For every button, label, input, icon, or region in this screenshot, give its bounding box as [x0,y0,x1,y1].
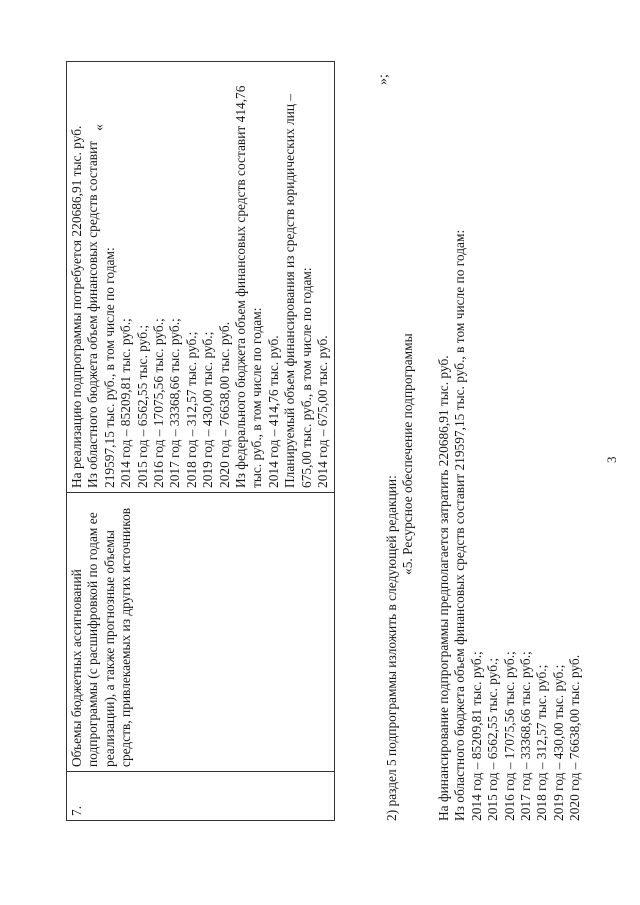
program-table [66,61,335,821]
row-content [67,62,335,493]
content-line: 2014 год – 414,76 тыс. руб. [265,335,281,488]
body-line: На финансирование подпрограммы предполагается затратить 220686,91 тыс. руб. [436,355,451,821]
content-line: тыс. руб., в том числе по годам: [249,307,265,488]
section-body [436,230,584,821]
body-line: Из областного бюджета объем финансовых средств составит 219597,15 тыс. руб., в том числе по годам: [452,229,468,821]
content-line: На реализацию подпрограммы потребуется 220686,91 тыс. руб. [69,125,84,488]
content-line: 2018 год – 312,57 тыс. руб.; [183,331,199,488]
body-line: 2020 год – 76638,00 тыс. руб. [567,654,583,821]
label-line: подпрограммы (с расшифровкой по годам ее [85,512,101,767]
section-intro: 2) раздел 5 подпрограммы изложить в следующей редакции: [384,475,399,821]
opening-quote: « [92,124,107,131]
body-line: 2018 год – 312,57 тыс. руб.; [534,664,550,821]
body-line: 2014 год – 85209,81 тыс. руб.; [468,651,484,821]
content-line: Из федерального бюджета объем финансовых средств составит 414,76 [233,85,249,488]
label-line: реализации), а также прогнозные объемы [101,530,117,767]
table-row [67,62,335,821]
content-line: 2015 год – 6562,55 тыс. руб.; [134,324,150,488]
content-line: Планируемый объем финансирования из средств юридических лиц – [282,93,298,488]
content-line: 2019 год – 430,00 тыс. руб.; [200,331,216,488]
label-line: Объемы бюджетных ассигнований [69,569,84,767]
content-line: 2017 год – 33368,66 тыс. руб.; [167,318,183,488]
body-line: 2017 год – 33368,66 тыс. руб.; [518,651,534,821]
content-line: 2014 год – 85209,81 тыс. руб.; [118,318,134,488]
content-line: 2014 год – 675,00 тыс. руб. [315,335,331,488]
body-line: 2019 год – 430,00 тыс. руб.; [550,664,566,821]
row-label [67,493,335,772]
label-line: средств, привлекаемых из других источников [118,507,134,767]
page-number: 3 [604,456,619,463]
content-line: 2020 год – 76638,00 тыс. руб. [216,321,232,488]
content-line: 2016 год – 17075,56 тыс. руб.; [151,318,167,488]
body-line: 2016 год – 17075,56 тыс. руб.; [501,651,517,821]
closing-quote: »; [376,74,391,85]
content-line: 219597,15 тыс. руб., в том числе по годам: [101,247,117,488]
row-number: 7. [67,772,335,821]
content-line: 675,00 тыс. руб., в том числе по годам: [298,267,314,488]
body-line: 2015 год – 6562,55 тыс. руб.; [485,657,501,821]
section-title: «5. Ресурсное обеспечение подпрограммы [400,333,415,575]
content-line: Из областного бюджета объем финансовых средств составит [85,140,101,488]
